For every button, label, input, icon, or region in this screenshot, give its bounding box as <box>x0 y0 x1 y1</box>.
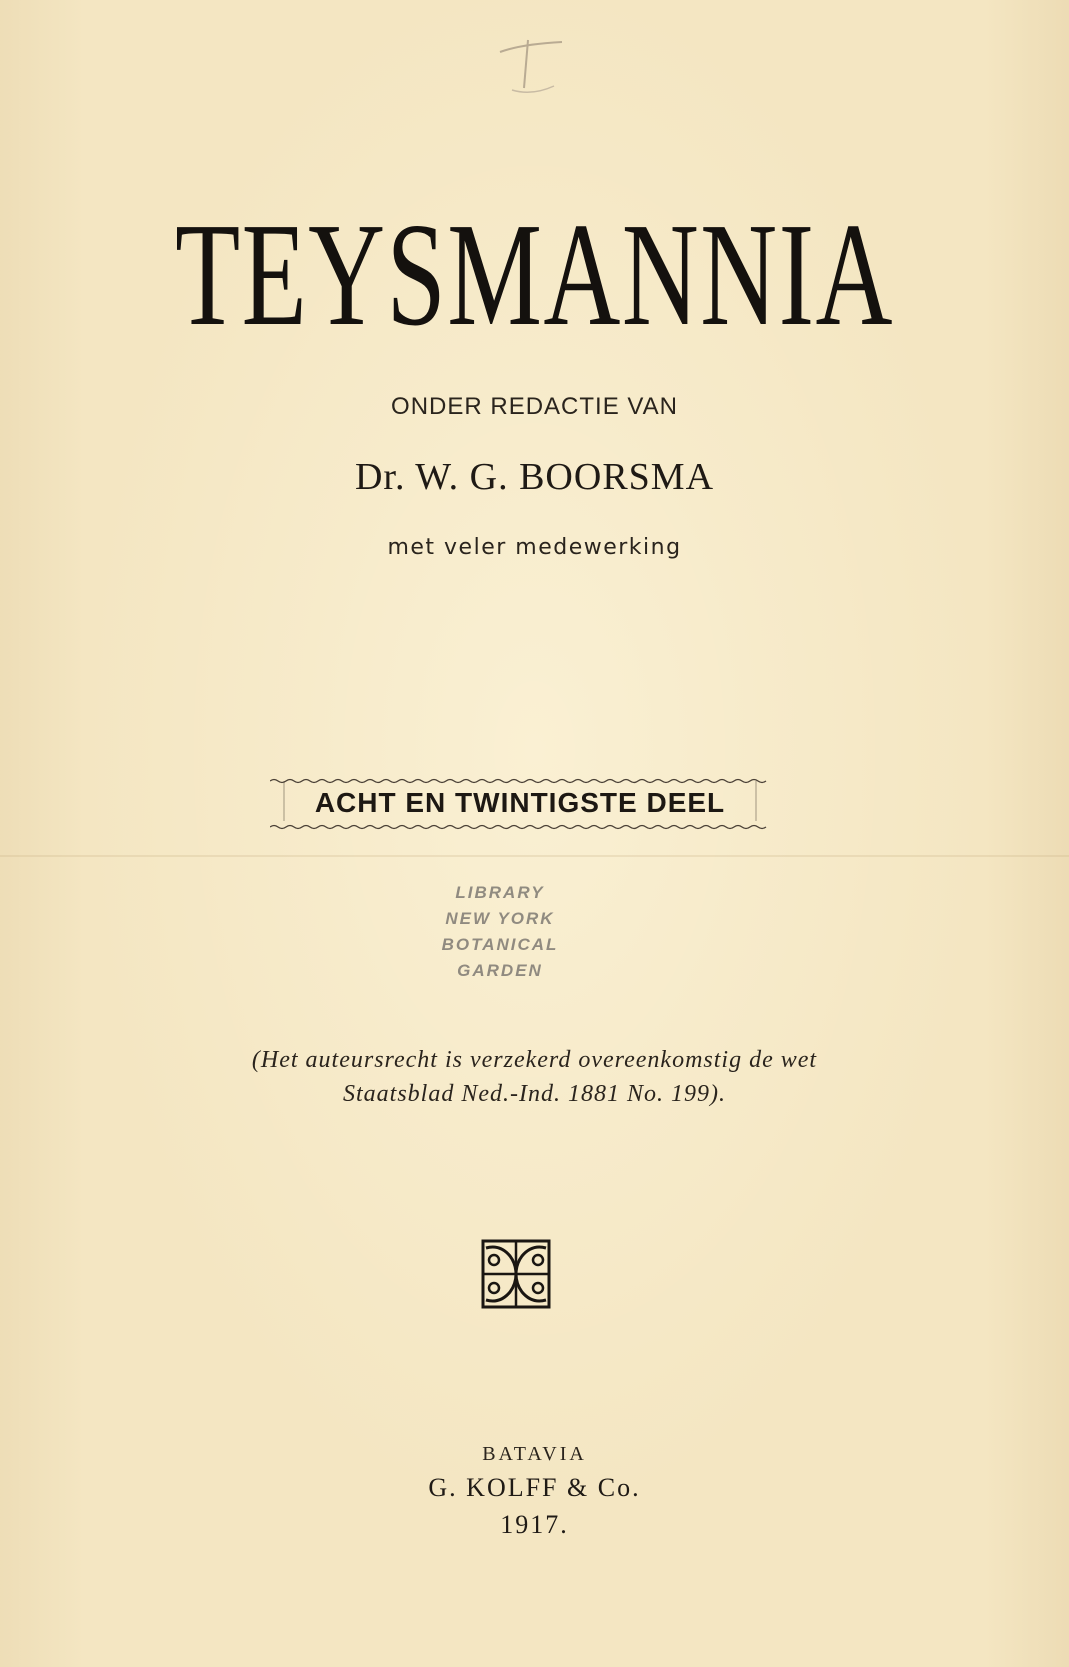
series-title: TEYSMANNIA <box>175 193 894 357</box>
stamp-line: LIBRARY <box>455 883 545 902</box>
imprint-publisher: G. KOLFF & Co. <box>428 1473 641 1502</box>
page-fold <box>0 855 1069 857</box>
imprint-city: BATAVIA <box>482 1443 587 1465</box>
volume-banner <box>270 775 770 835</box>
printers-ornament-icon <box>480 1238 552 1310</box>
copyright-line-2: Staatsblad Ned.-Ind. 1881 No. 199). <box>343 1081 726 1107</box>
editor-lead: ONDER REDACTIE VAN <box>391 393 678 420</box>
editor-name: Dr. W. G. BOORSMA <box>354 456 715 498</box>
copyright-line-1: (Het auteursrecht is verzekerd overeenkomstig de wet <box>251 1047 818 1073</box>
stamp-line: GARDEN <box>457 961 543 980</box>
copyright-notice <box>0 1043 1069 1111</box>
stamp-line: BOTANICAL <box>441 935 559 954</box>
stamp-line: NEW YORK <box>445 909 555 928</box>
pencil-annotation-icon <box>492 30 572 100</box>
library-stamp <box>420 880 580 984</box>
volume-number: ACHT EN TWINTIGSTE DEEL <box>314 787 726 818</box>
imprint-year: 1917. <box>500 1510 569 1539</box>
cooperation-note: met veler medewerking <box>387 535 682 560</box>
